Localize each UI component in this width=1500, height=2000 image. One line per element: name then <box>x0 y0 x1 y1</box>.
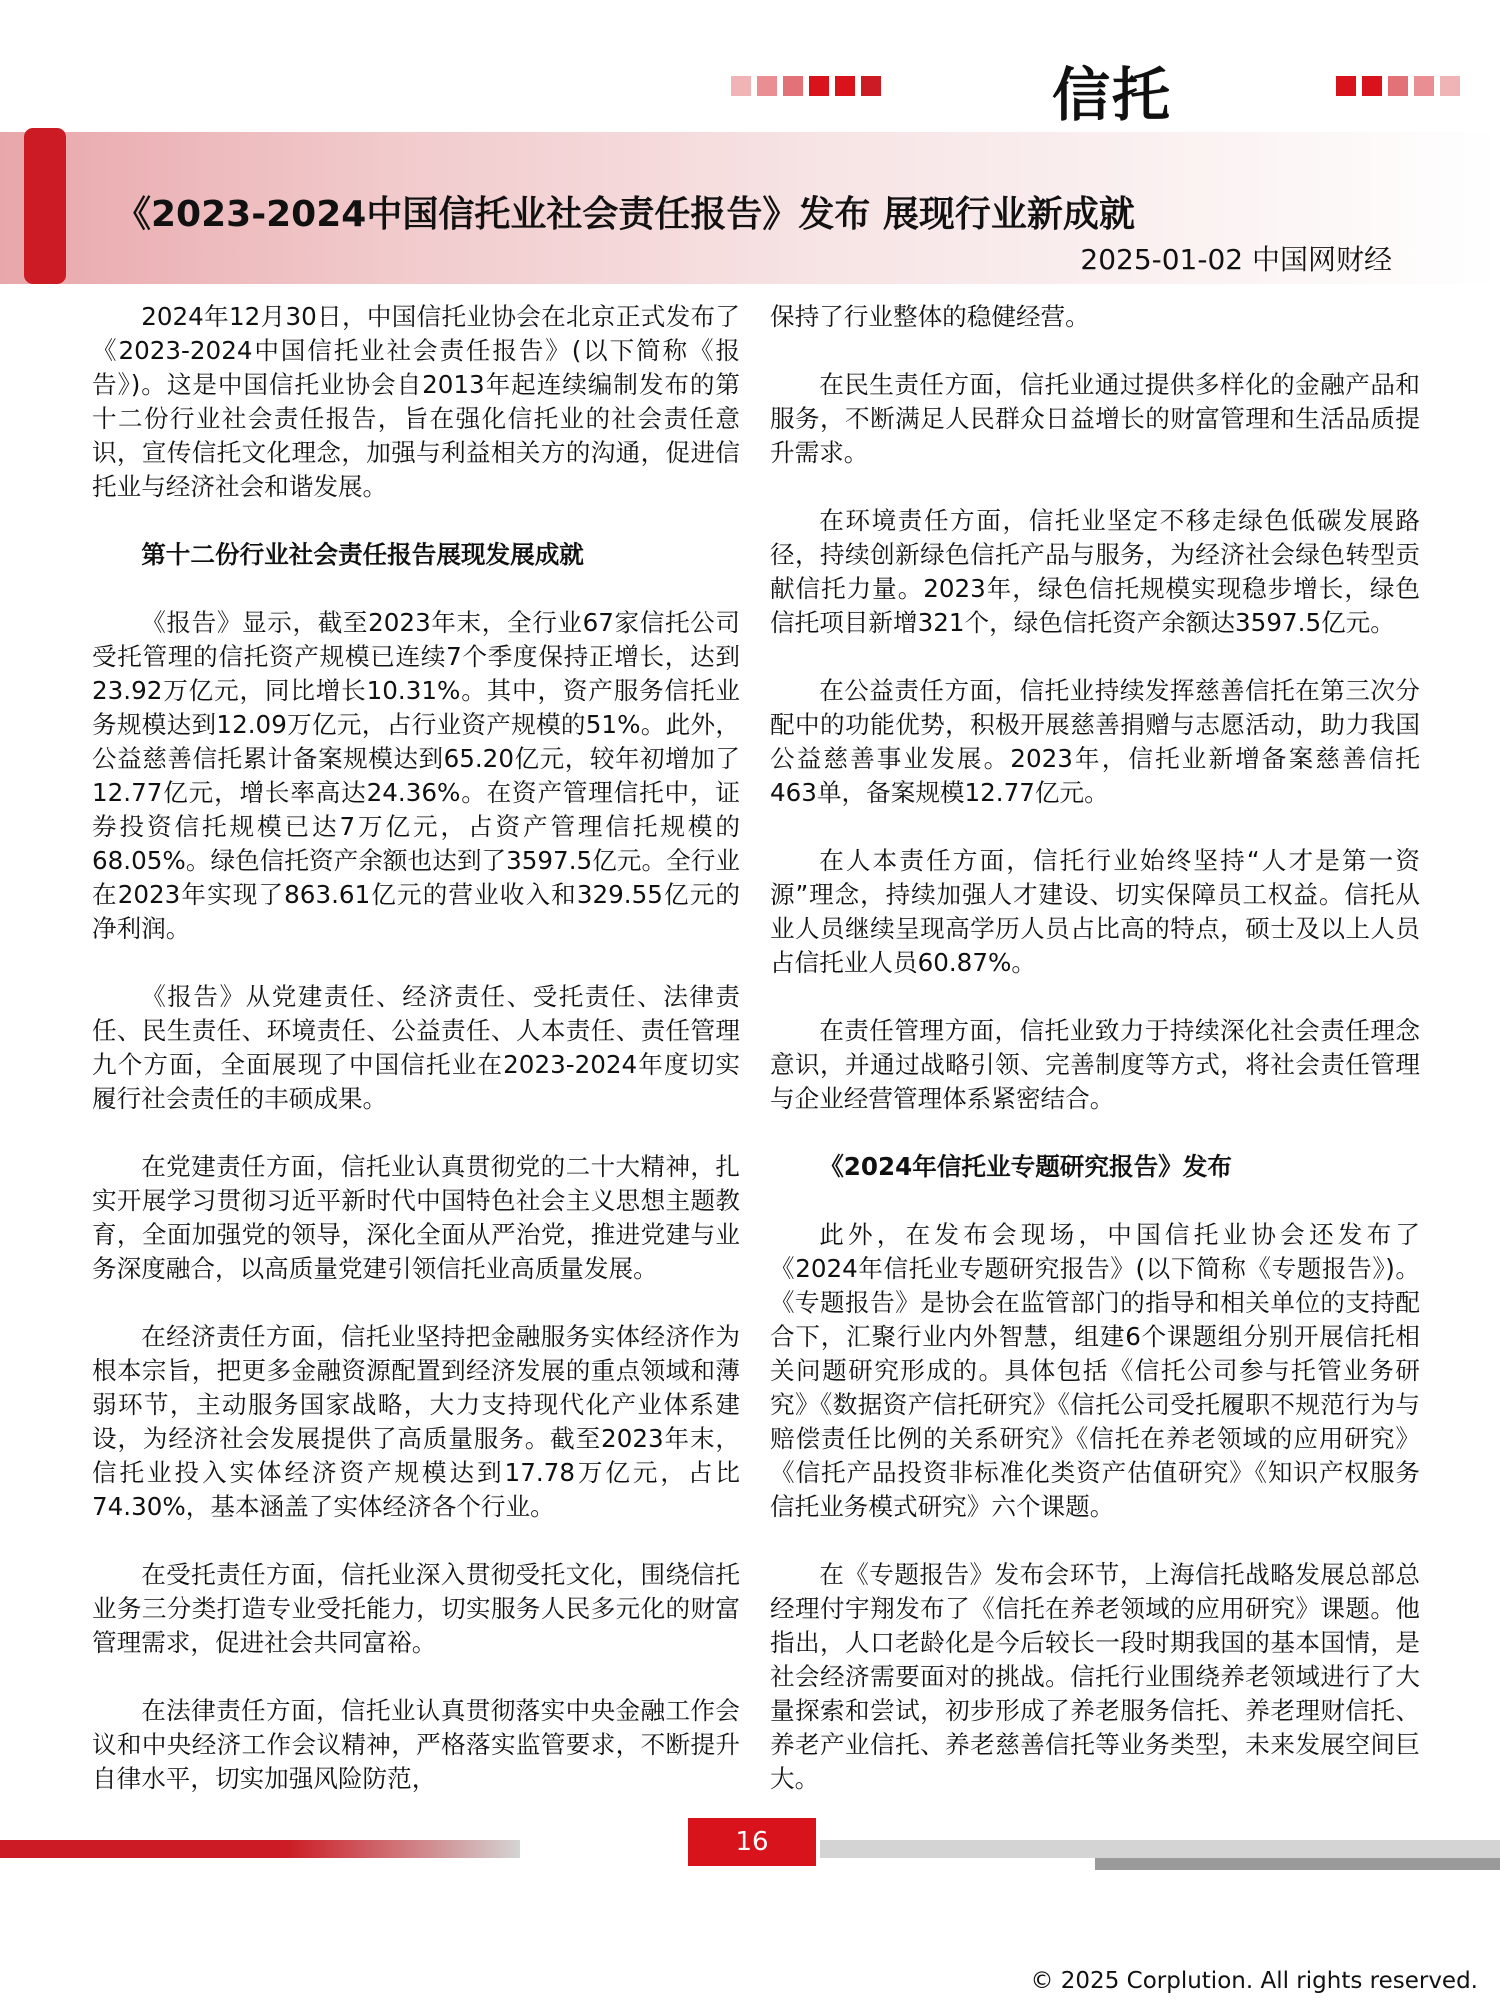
title-accent-tab <box>24 128 66 284</box>
paragraph: 在公益责任方面，信托业持续发挥慈善信托在第三次分配中的功能优势，积极开展慈善捐赠与志愿活动，助力我国公益慈善事业发展。2023年，信托业新增备案慈善信托463单，备案规模12.77亿元。 <box>770 676 1420 807</box>
paragraph: 在环境责任方面，信托业坚定不移走绿色低碳发展路径，持续创新绿色信托产品与服务，为经济社会绿色转型贡献信托力量。2023年，绿色信托规模实现稳步增长，绿色信托项目新增321个，绿色信托资产余额达3597.5亿元。 <box>770 506 1420 637</box>
header-square-decor <box>809 76 829 96</box>
paragraph: 在责任管理方面，信托业致力于持续深化社会责任理念意识，并通过战略引领、完善制度等方式，将社会责任管理与企业经营管理体系紧密结合。 <box>770 1016 1420 1113</box>
header-square-decor <box>783 76 803 96</box>
right-column <box>770 300 1420 1830</box>
article-dateline: 2025-01-02 中国网财经 <box>1080 243 1392 276</box>
header-square-decor <box>1440 76 1460 96</box>
header-square-decor <box>757 76 777 96</box>
paragraph: 在党建责任方面，信托业认真贯彻党的二十大精神，扎实开展学习贯彻习近平新时代中国特色社会主义思想主题教育，全面加强党的领导，深化全面从严治党，推进党建与业务深度融合，以高质量党建引领信托业高质量发展。 <box>92 1152 740 1283</box>
header-square-decor <box>1336 76 1356 96</box>
paragraph: 在民生责任方面，信托业通过提供多样化的金融产品和服务，不断满足人民群众日益增长的财富管理和生活品质提升需求。 <box>770 370 1420 467</box>
paragraph: 《报告》显示，截至2023年末，全行业67家信托公司受托管理的信托资产规模已连续7个季度保持正增长，达到23.92万亿元，同比增长10.31%。其中，资产服务信托业务规模达到12.09万亿元，占行业资产规模的51%。此外，公益慈善信托累计备案规模达到65.20亿元，较年初增加了12.77亿元，增长率高达24.36%。在资产管理信托中，证券投资信托规模已达7万亿元，占资产管理信托规模的68.05%。绿色信托资产余额也达到了3597.5亿元。全行业在2023年实现了863.61亿元的营业收入和329.55亿元的净利润。 <box>92 608 740 943</box>
page-number: 16 <box>735 1827 769 1857</box>
paragraph-continuation: 保持了行业整体的稳健经营。 <box>770 302 1090 331</box>
paragraph: 《报告》从党建责任、经济责任、受托责任、法律责任、民生责任、环境责任、公益责任、人本责任、责任管理九个方面，全面展现了中国信托业在2023-2024年度切实履行社会责任的丰硕成果。 <box>92 982 740 1113</box>
header-square-decor <box>731 76 751 96</box>
section-title: 信托 <box>1052 61 1173 129</box>
footer-bar <box>1095 1858 1500 1870</box>
paragraph: 在受托责任方面，信托业深入贯彻受托文化，围绕信托业务三分类打造专业受托能力，切实服务人民多元化的财富管理需求，促进社会共同富裕。 <box>92 1560 740 1657</box>
section-heading: 第十二份行业社会责任报告展现发展成就 <box>141 540 584 569</box>
paragraph: 在经济责任方面，信托业坚持把金融服务实体经济作为根本宗旨，把更多金融资源配置到经济发展的重点领域和薄弱环节，主动服务国家战略，大力支持现代化产业体系建设，为经济社会发展提供了高质量服务。截至2023年末，信托业投入实体经济资产规模达到17.78万亿元，占比74.30%，基本涵盖了实体经济各个行业。 <box>92 1322 740 1521</box>
header-square-decor <box>861 76 881 96</box>
footer-accent-bar <box>0 1840 520 1858</box>
header-square-decor <box>1414 76 1434 96</box>
paragraph: 此外，在发布会现场，中国信托业协会还发布了《2024年信托业专题研究报告》(以下简称《专题报告》)。《专题报告》是协会在监管部门的指导和相关单位的支持配合下，汇聚行业内外智慧，组建6个课题组分别开展信托相关问题研究形成的。具体包括《信托公司参与托管业务研究》《数据资产信托研究》《信托公司受托履职不规范行为与赔偿责任比例的关系研究》《信托在养老领域的应用研究》《信托产品投资非标准化类资产估值研究》《知识产权服务信托业务模式研究》六个课题。 <box>770 1220 1420 1521</box>
footer-bar <box>820 1840 1500 1858</box>
section-heading: 《2024年信托业专题研究报告》发布 <box>819 1152 1232 1181</box>
article-title: 《2023-2024中国信托业社会责任报告》发布 展现行业新成就 <box>115 194 1135 235</box>
paragraph: 在人本责任方面，信托行业始终坚持“人才是第一资源”理念，持续加强人才建设、切实保障员工权益。信托从业人员继续呈现高学历人员占比高的特点，硕士及以上人员占信托业人员60.87%。 <box>770 846 1420 977</box>
left-column <box>92 300 740 1830</box>
copyright-notice: © 2025 Corplution. All rights reserved. <box>1030 1968 1478 1994</box>
paragraph: 在法律责任方面，信托业认真贯彻落实中央金融工作会议和中央经济工作会议精神，严格落实监管要求，不断提升自律水平，切实加强风险防范， <box>92 1696 740 1793</box>
paragraph: 2024年12月30日，中国信托业协会在北京正式发布了《2023-2024中国信托业社会责任报告》(以下简称《报告》)。这是中国信托业协会自2013年起连续编制发布的第十二份行业社会责任报告，旨在强化信托业的社会责任意识，宣传信托文化理念，加强与利益相关方的沟通，促进信托业与经济社会和谐发展。 <box>92 302 740 501</box>
header-square-decor <box>1388 76 1408 96</box>
header-square-decor <box>1362 76 1382 96</box>
header-square-decor <box>835 76 855 96</box>
paragraph: 在《专题报告》发布会环节，上海信托战略发展总部总经理付宇翔发布了《信托在养老领域的应用研究》课题。他指出，人口老龄化是今后较长一段时期我国的基本国情，是社会经济需要面对的挑战。信托行业围绕养老领域进行了大量探索和尝试，初步形成了养老服务信托、养老理财信托、养老产业信托、养老慈善信托等业务类型，未来发展空间巨大。 <box>770 1560 1420 1793</box>
